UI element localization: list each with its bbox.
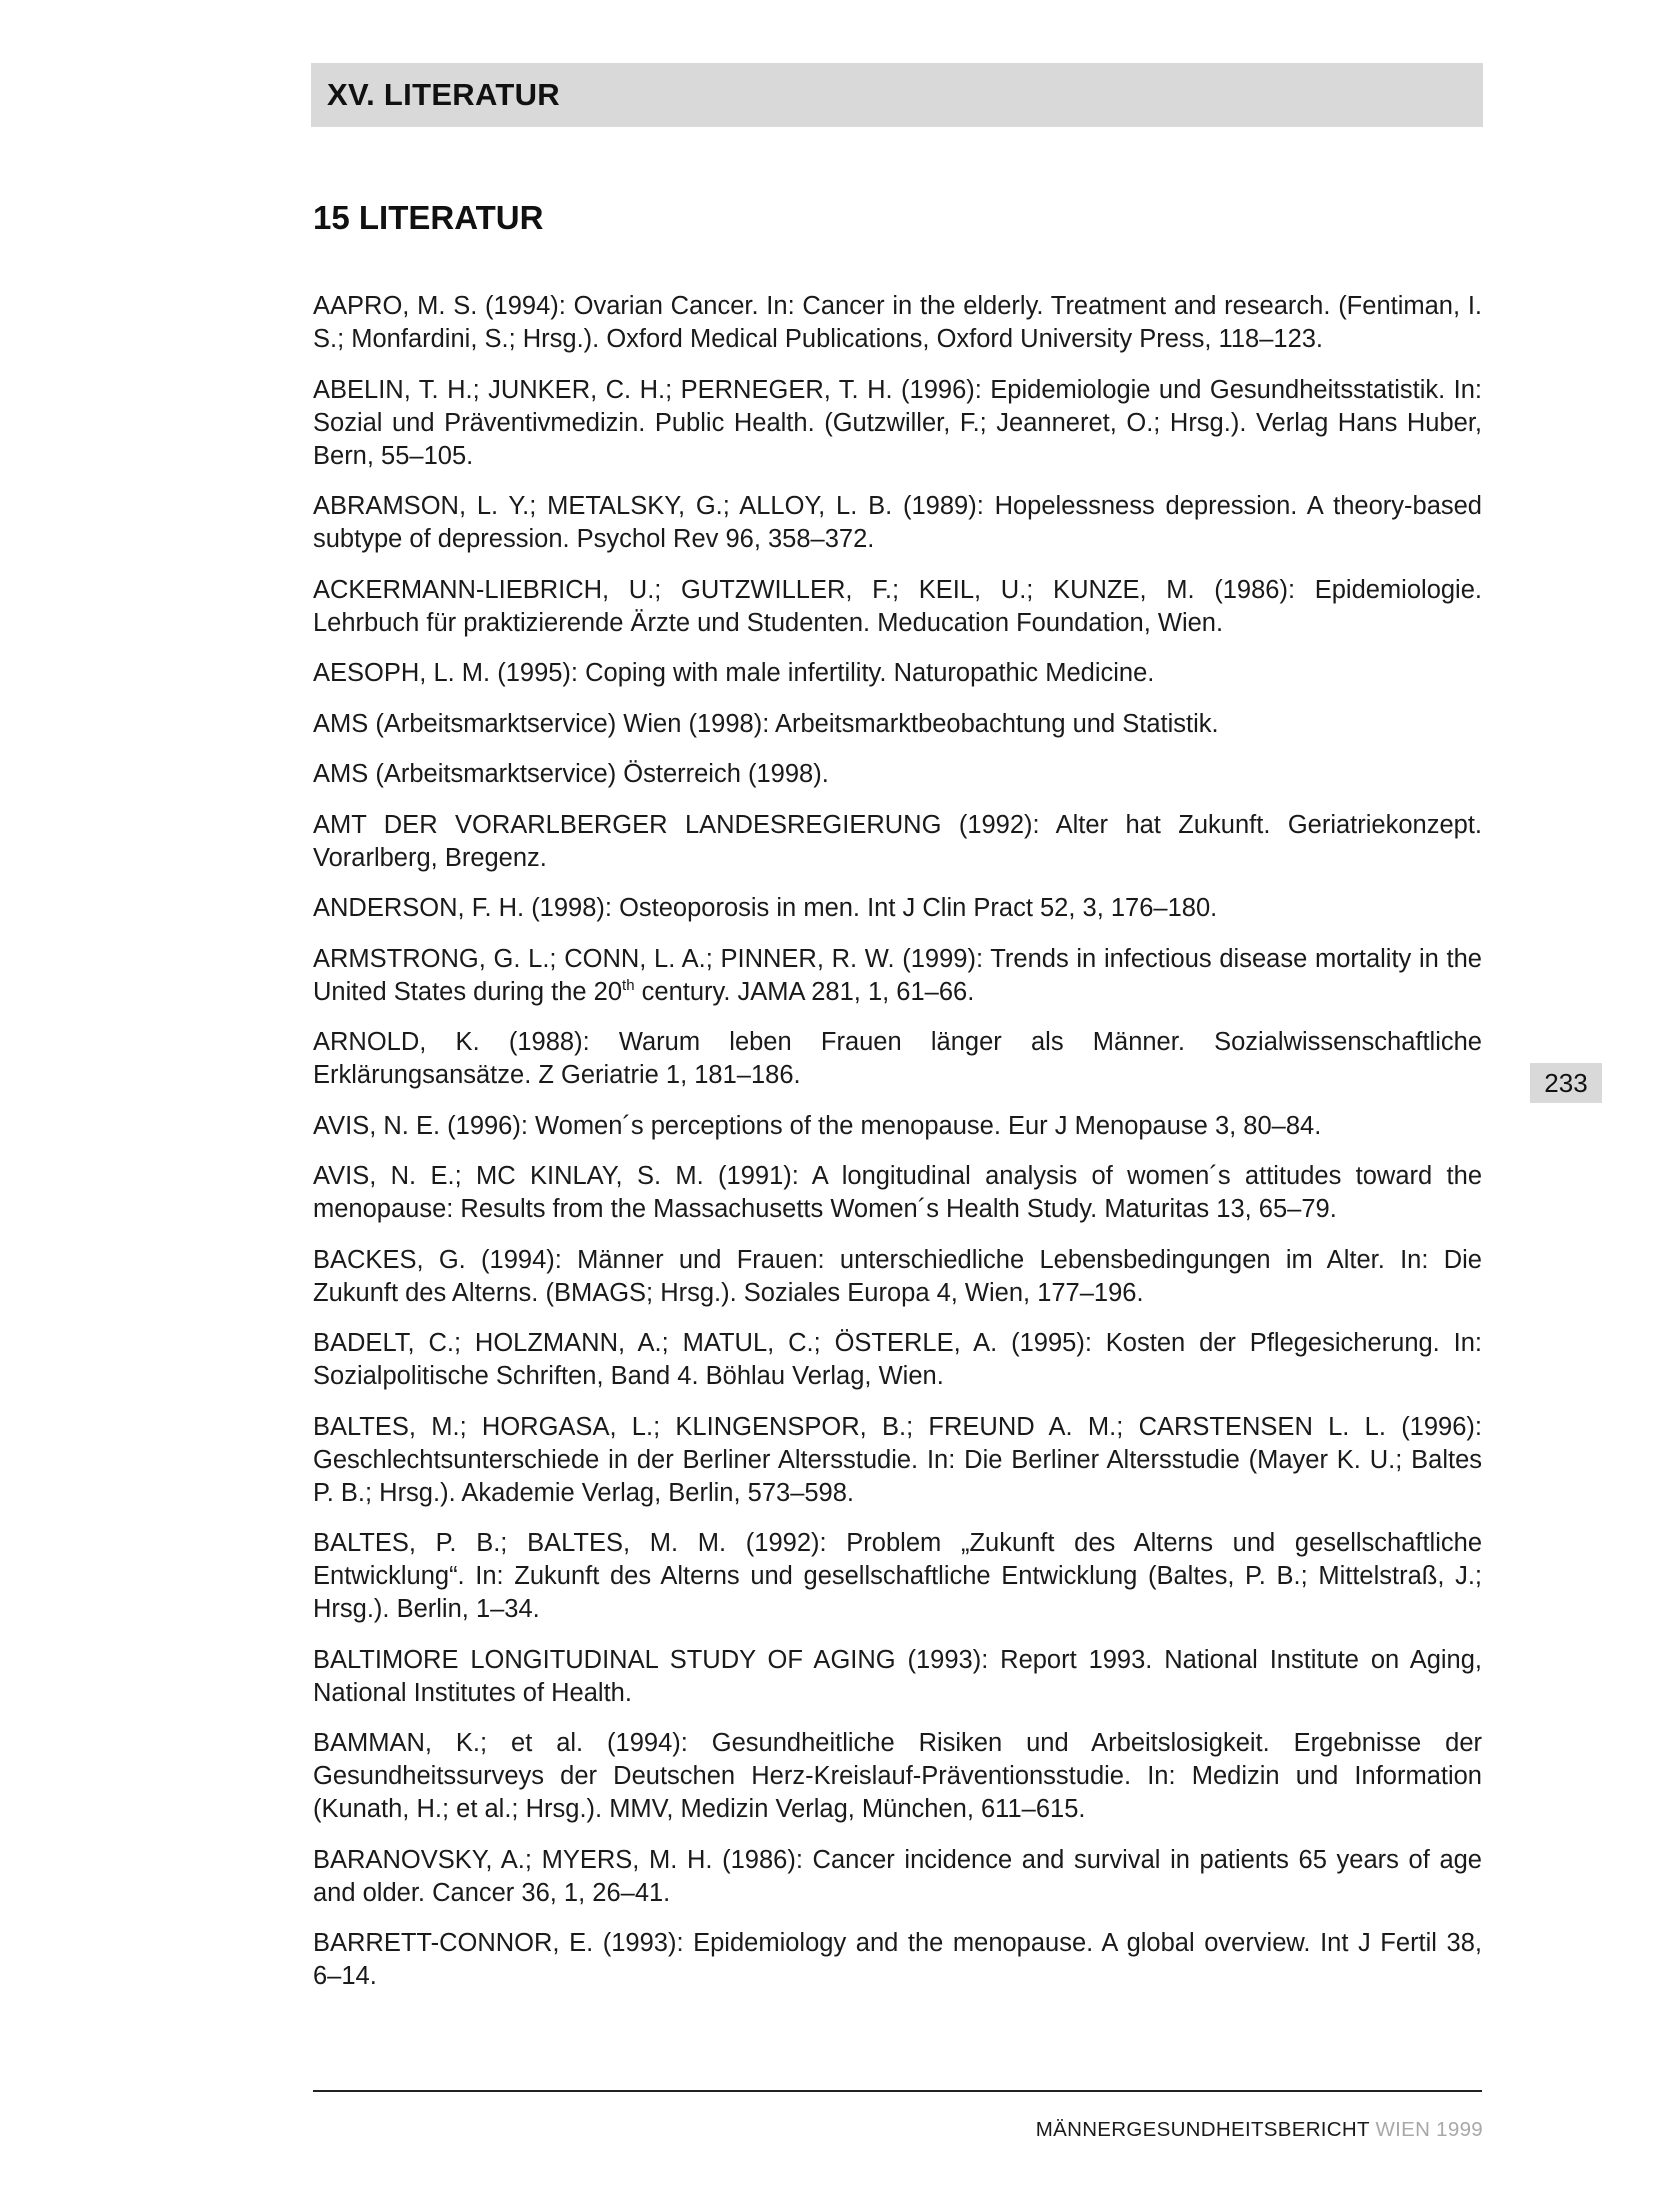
superscript: th — [622, 976, 635, 994]
reference-item: AMT DER VORARLBERGER LANDESREGIERUNG (1992): Alter hat Zukunft. Geriatriekonzept. Vorarlberg, Bregenz. — [313, 810, 1482, 872]
reference-item: AMS (Arbeitsmarktservice) Wien (1998): Arbeitsmarktbeobachtung und Statistik. — [313, 709, 1219, 738]
reference-item: ABELIN, T. H.; JUNKER, C. H.; PERNEGER, T. H. (1996): Epidemiologie und Gesundheitsstatistik. In: Sozial und Präventivmedizin. Public Health. (Gutzwiller, F.; Jeanneret, O.; Hrsg.). Verlag Hans Huber, Bern, 55–105. — [313, 375, 1482, 470]
reference-item: AMS (Arbeitsmarktservice) Österreich (1998). — [313, 760, 829, 788]
reference-item: BACKES, G. (1994): Männer und Frauen: unterschiedliche Lebensbedingungen im Alter. In: Die Zukunft des Alterns. (BMAGS; Hrsg.). Soziales Europa 4, Wien, 177–196. — [313, 1245, 1482, 1307]
reference-item: AVIS, N. E.; MC KINLAY, S. M. (1991): A longitudinal analysis of women´s attitudes toward the menopause: Results from the Massachusetts Women´s Health Study. Maturitas 13, 65–79. — [313, 1162, 1482, 1223]
footer-title: MÄNNERGESUNDHEITSBERICHT — [1035, 2118, 1370, 2141]
section-title: 15 LITERATUR — [313, 199, 544, 236]
reference-item: AESOPH, L. M. (1995): Coping with male infertility. Naturopathic Medicine. — [313, 659, 1155, 687]
reference-item: ABRAMSON, L. Y.; METALSKY, G.; ALLOY, L. B. (1989): Hopelessness depression. A theory-based subtype of depression. Psychol Rev 96, 358–372. — [313, 492, 1482, 553]
reference-text: ARMSTRONG, G. L.; CONN, L. A.; PINNER, R. W. (1999): Trends in infectious disease mortality in the United States during the 20 — [313, 944, 1482, 1006]
chapter-banner — [311, 63, 1483, 127]
reference-item: AVIS, N. E. (1996): Women´s perceptions of the menopause. Eur J Menopause 3, 80–84. — [313, 1111, 1322, 1140]
reference-item: BADELT, C.; HOLZMANN, A.; MATUL, C.; ÖSTERLE, A. (1995): Kosten der Pflegesicherung. In: Sozialpolitische Schriften, Band 4. Böhlau Verlag, Wien. — [313, 1329, 1482, 1390]
page-number: 233 — [1530, 1063, 1602, 1103]
reference-item: BALTES, M.; HORGASA, L.; KLINGENSPOR, B.; FREUND A. M.; CARSTENSEN L. L. (1996): Geschlechtsunterschiede in der Berliner Altersstudie. In: Die Berliner Altersstudie (Mayer K. U.; Baltes P. B.; Hrsg.). Akademie Verlag, Berlin, 573–598. — [313, 1412, 1482, 1507]
chapter-title: XV. LITERATUR — [327, 77, 560, 112]
footer-divider — [313, 2090, 1482, 2092]
reference-item: BALTIMORE LONGITUDINAL STUDY OF AGING (1993): Report 1993. National Institute on Aging, National Institutes of Health. — [313, 1645, 1482, 1707]
reference-item: AAPRO, M. S. (1994): Ovarian Cancer. In: Cancer in the elderly. Treatment and research. (Fentiman, I. S.; Monfardini, S.; Hrsg.). Oxford Medical Publications, Oxford University Press, 118–123. — [313, 292, 1482, 353]
footer — [1036, 2118, 1483, 2142]
reference-item: BARANOVSKY, A.; MYERS, M. H. (1986): Cancer incidence and survival in patients 65 years of age and older. Cancer 36, 1, 26–41. — [313, 1845, 1482, 1907]
reference-text: century. JAMA 281, 1, 61–66. — [634, 977, 975, 1006]
reference-item — [313, 943, 1482, 1009]
reference-item: ANDERSON, F. H. (1998): Osteoporosis in men. Int J Clin Pract 52, 3, 176–180. — [313, 894, 1218, 922]
reference-item: BALTES, P. B.; BALTES, M. M. (1992): Problem „Zukunft des Alterns und gesellschaftliche Entwicklung“. In: Zukunft des Alterns und gesellschaftliche Entwicklung (Baltes, P. B.; Mittelstraß, J.; Hrsg.). Berlin, 1–34. — [313, 1529, 1482, 1623]
reference-item: BAMMAN, K.; et al. (1994): Gesundheitliche Risiken und Arbeitslosigkeit. Ergebnisse der Gesundheitssurveys der Deutschen Herz-Kreislauf-Präventionsstudie. In: Medizin und Information (Kunath, H.; et al.; Hrsg.). MMV, Medizin Verlag, München, 611–615. — [313, 1729, 1482, 1823]
reference-item: ARNOLD, K. (1988): Warum leben Frauen länger als Männer. Sozialwissenschaftliche Erklärungsansätze. Z Geriatrie 1, 181–186. — [313, 1028, 1482, 1089]
reference-list — [313, 290, 1482, 2011]
footer-subtitle: WIEN 1999 — [1375, 2118, 1483, 2141]
reference-item: BARRETT-CONNOR, E. (1993): Epidemiology and the menopause. A global overview. Int J Fertil 38, 6–14. — [313, 1929, 1482, 1990]
reference-item: ACKERMANN-LIEBRICH, U.; GUTZWILLER, F.; KEIL, U.; KUNZE, M. (1986): Epidemiologie. Lehrbuch für praktizierende Ärzte und Studenten. Meducation Foundation, Wien. — [313, 575, 1482, 637]
